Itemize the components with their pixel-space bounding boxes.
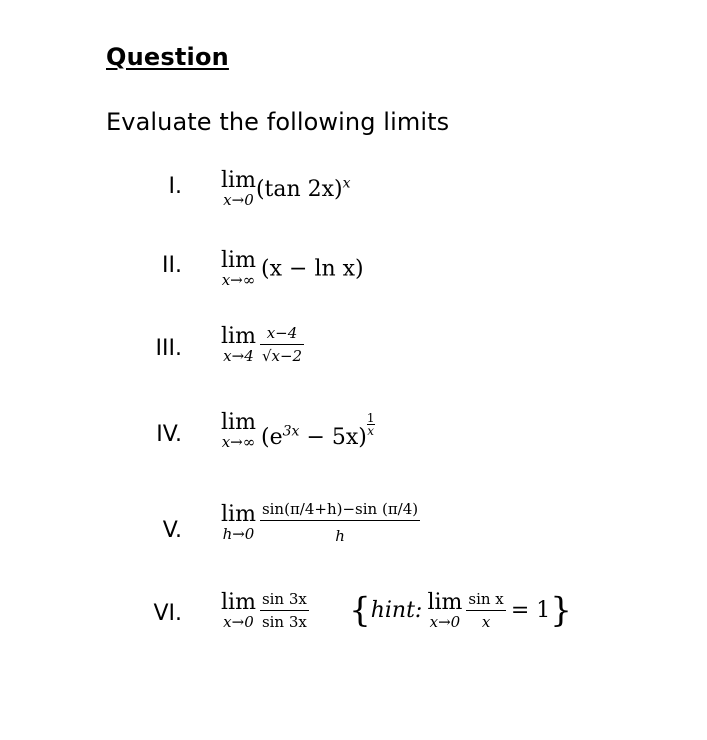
hint-limit-operator: lim x→0 [427,589,463,631]
problem-ii [221,250,364,288]
hint-fraction: $\frac{\text{sin x}}{x}$ [468,590,504,631]
question-title: Question [106,43,229,71]
limit-operator: lim x→4 [221,323,256,365]
problem-iii [221,324,304,365]
limit-operator: lim x→0 [221,589,256,631]
hint-close-brace: } [550,590,572,631]
numeral-iv: IV. [156,422,182,447]
instruction-text: Evaluate the following limits [106,108,450,136]
limit-fraction: $\frac{\sin 3x}{\sin 3x}$ [261,590,307,631]
numeral-ii: II. [162,253,182,278]
limit-expression: (tan 2x)$^x$ [255,175,351,203]
limit-fraction: $\frac{\sin(\pi/4+h)-\sin (\pi/4)}{h}$ [261,500,419,545]
hint-open-brace: { [349,590,371,631]
limit-operator: lim x→∞ [221,410,256,451]
problem-vi [221,590,572,631]
problem-iv [221,412,375,450]
limit-expression: (x − ln x) [261,256,364,282]
numeral-vi: VI. [153,601,182,626]
problem-i [221,170,351,208]
limit-fraction: $\frac{x-4}{√x-2}$ [261,324,303,365]
hint-label: hint: [370,598,423,623]
hint-equals: = 1 [510,598,551,623]
numeral-iii: III. [155,336,182,361]
limit-operator: lim h→0 [221,501,256,543]
limit-operator: lim x→∞ [221,248,256,289]
limit-operator: lim x→0 [221,168,256,209]
numeral-v: V. [162,518,182,543]
numeral-i: I. [168,174,182,199]
limit-expression: $(e^{3x} - 5x)$ $\frac{1}{x}$ [261,411,375,450]
problem-v [221,500,420,545]
